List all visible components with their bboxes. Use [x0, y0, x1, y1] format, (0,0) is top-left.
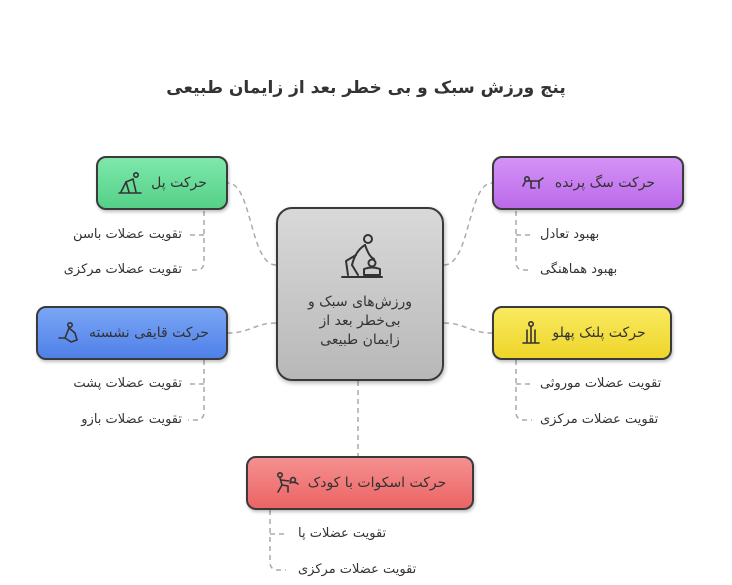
benefit-bird-dog-2: بهبود هماهنگی — [540, 262, 618, 277]
exercise-bridge-label: حرکت پل — [151, 175, 207, 191]
branch-side-plank — [516, 360, 532, 420]
connector-side-plank — [444, 323, 492, 333]
benefit-seated-boat-2: تقویت عضلات بازو — [81, 412, 182, 427]
benefit-bridge-1: تقویت عضلات باسن — [73, 227, 182, 242]
benefit-side-plank-1: تقویت عضلات موروثی — [540, 376, 662, 391]
benefit-side-plank-2: تقویت عضلات مرکزی — [540, 412, 659, 427]
exercise-side-plank — [492, 306, 672, 360]
benefit-bird-dog-1: بهبود تعادل — [540, 227, 600, 242]
exercise-seated-boat — [36, 306, 228, 360]
connector-bridge — [228, 183, 276, 265]
central-topic — [276, 207, 444, 381]
boat-pose-icon — [55, 320, 81, 346]
page-title: پنج ورزش سبک و بی خطر بعد از زایمان طبیعی — [166, 78, 566, 98]
benefit-squat-baby-2: تقویت عضلات مرکزی — [298, 562, 417, 577]
exercise-bird-dog-label: حرکت سگ پرنده — [554, 175, 656, 191]
bird-dog-icon — [521, 170, 547, 196]
exercise-seated-boat-label: حرکت قایقی نشسته — [89, 325, 209, 341]
branch-seated-boat — [188, 360, 204, 420]
mother-baby-icon — [334, 231, 386, 283]
connector-seated-boat — [228, 323, 276, 333]
exercise-bird-dog — [492, 156, 684, 210]
branch-bridge — [188, 211, 204, 270]
benefit-bridge-2: تقویت عضلات مرکزی — [63, 262, 182, 277]
bridge-pose-icon — [117, 170, 143, 196]
connector-bird-dog — [444, 183, 492, 265]
benefit-seated-boat-1: تقویت عضلات پشت — [73, 376, 182, 391]
branch-squat-baby — [270, 510, 286, 570]
branch-bird-dog — [516, 211, 532, 270]
exercise-squat-baby — [246, 456, 474, 510]
central-topic-label: ورزش‌های سبک و بی‌خطر بعد از زایمان طبیعی — [307, 294, 413, 348]
benefit-squat-baby-1: تقویت عضلات پا — [298, 526, 387, 541]
exercise-bridge — [96, 156, 228, 210]
exercise-side-plank-label: حرکت پلنک پهلو — [552, 325, 646, 341]
squat-baby-icon — [274, 470, 300, 496]
exercise-squat-baby-label: حرکت اسکوات با کودک — [307, 475, 447, 491]
side-plank-icon — [518, 320, 544, 346]
